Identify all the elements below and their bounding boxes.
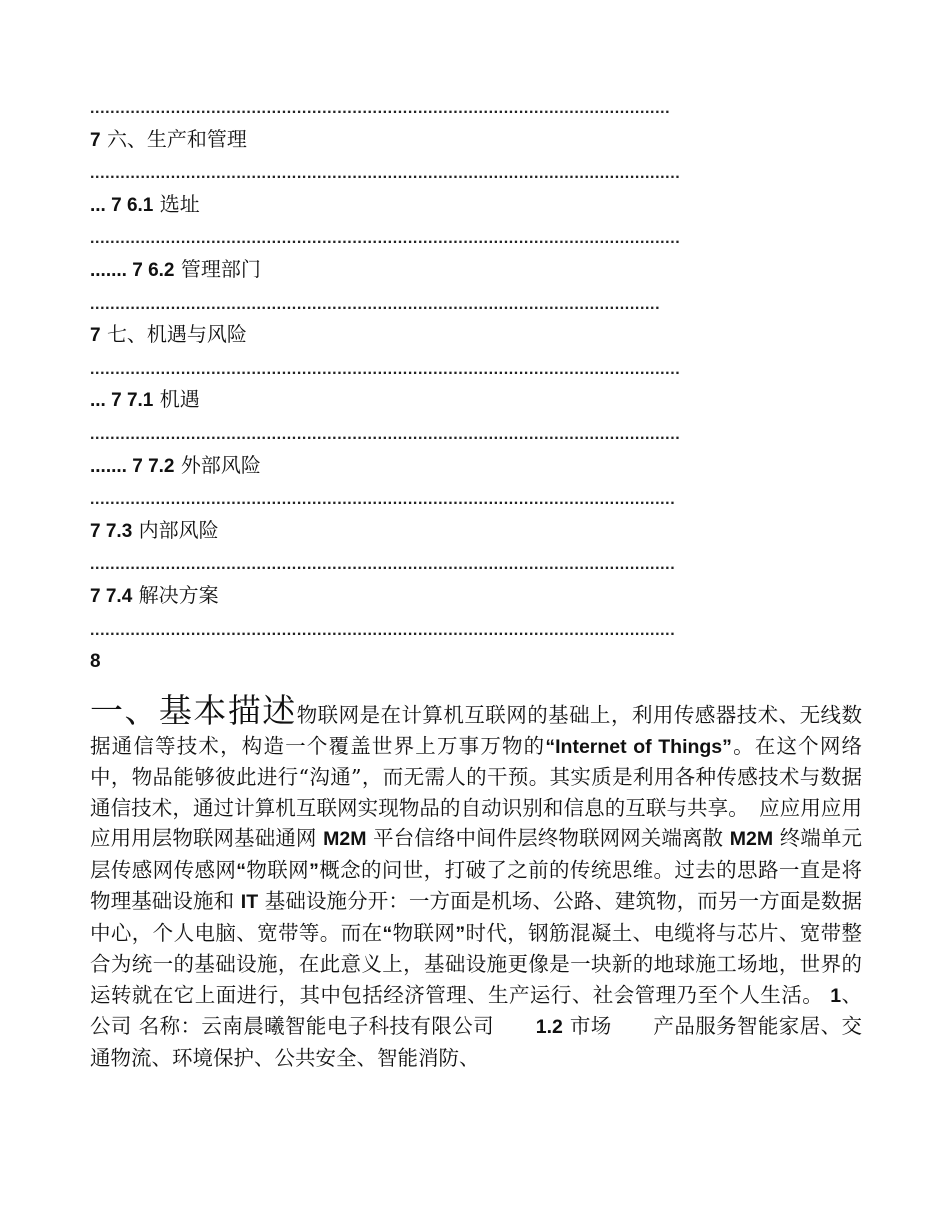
toc-entry-title: 七、机遇与风险 (106, 322, 247, 347)
toc-page-number: ... 7 6.1 (90, 194, 154, 216)
section-body (90, 691, 863, 1073)
paragraph-text: 基础设施分开：一方面是机场、公路、建筑物，而另一方面是数据中心，个人电脑、宽带等。而在 (90, 889, 862, 945)
latin-text: M2M (323, 828, 367, 850)
toc-page-number: 7 7.4 (90, 585, 133, 607)
toc-leader-dots (90, 351, 860, 384)
toc-entry (90, 579, 860, 612)
toc-entry (90, 253, 860, 286)
toc-entry (90, 644, 860, 677)
latin-text: “Internet of Things” (545, 735, 732, 758)
paragraph-text: 时代，钢筋混凝土、电缆将与芯片、宽带整合为统一的基础设施，在此意义上，基础设施更像是一块新的地球施工场地，世界的运转就在它上面进行，其中包括经济管理、生产运行、社会管理乃至个人生活。 (90, 920, 863, 1007)
leader-dots: ................................................................................................................. (90, 295, 661, 313)
toc-leader-dots (90, 220, 860, 253)
toc-page-number: ....... 7 7.2 (90, 455, 175, 477)
toc-entry (90, 514, 860, 547)
leader-dots: ..................................................................................................................... (90, 165, 681, 183)
leader-dots: ..................................................................................................................... (90, 230, 681, 248)
toc-entry-title: 机遇 (159, 387, 200, 412)
leader-dots: .................................................................................................................... (90, 491, 676, 509)
latin-text: “ (236, 859, 246, 882)
leader-dots: ................................................................................................................... (90, 100, 671, 117)
toc-page-number: 7 (90, 129, 101, 151)
paragraph-text: 物联网是在计算机互联网的基础上，利用传感器技术、无线数据通信等技术，构造一个覆盖世界上万事万物的 (90, 703, 862, 758)
toc-leader-dots (90, 481, 860, 514)
toc-entry (90, 383, 860, 416)
toc-entry (90, 318, 860, 351)
leader-dots: .................................................................................................................... (90, 556, 676, 574)
toc-entry-title: 管理部门 (180, 256, 261, 281)
paragraph-text: 市场 产品服务智能家居、交通物流、环境保护、公共安全、智能消防、 (90, 1014, 863, 1070)
leader-dots: ..................................................................................................................... (90, 360, 681, 378)
toc-entry-title: 六、生产和管理 (106, 126, 247, 151)
toc-leader-dots (90, 286, 860, 319)
toc-page-number: 7 7.3 (90, 520, 133, 542)
latin-text: ” (455, 922, 466, 945)
leader-dots: .................................................................................................................... (90, 621, 676, 639)
section-heading: 一、基本描述 (90, 691, 297, 730)
toc-page-number: 8 (90, 651, 101, 673)
toc-page-number: ... 7 7.1 (90, 390, 154, 412)
latin-text: M2M (729, 828, 774, 850)
toc-page-number: ....... 7 6.2 (90, 259, 175, 281)
latin-text: 1 (830, 984, 842, 1007)
toc-entry-title: 解决方案 (138, 582, 219, 607)
paragraph-text: 、公司 名称：云南晨曦智能电子科技有限公司 (90, 982, 863, 1038)
toc-entry-title: 外部风险 (180, 452, 261, 477)
paragraph-text: 终端单元层传感网传感网 (90, 826, 862, 882)
toc-leader-dots (90, 612, 860, 645)
toc-leader-dots (90, 90, 860, 123)
paragraph-text: 概念的问世，打破了之前的传统思维。过去的思路一直是将物理基础设施和 (90, 857, 863, 913)
toc-leader-dots (90, 546, 860, 579)
paragraph-text: 平台信络中间件层终物联网网关端离散 (366, 826, 730, 850)
paragraph-text: 。在这个网络中，物品能够彼此进行“沟通”，而无需人的干预。其实质是利用各种传感技术与数据通信技术，通过计算机互联网实现物品的自动识别和信息的互联与共享。 应应用应用应用用层物联网基础通网 (90, 733, 863, 850)
latin-text: 1.2 (535, 1016, 563, 1038)
latin-text: ” (309, 859, 319, 882)
toc-page-number: 7 (90, 325, 101, 347)
toc-leader-dots (90, 155, 860, 188)
toc-entry (90, 188, 860, 221)
table-of-contents (90, 90, 860, 677)
toc-entry (90, 449, 860, 482)
toc-entry-title: 内部风险 (138, 517, 219, 542)
toc-leader-dots (90, 416, 860, 449)
paragraph-text: 物联网 (392, 920, 456, 945)
leader-dots: ..................................................................................................................... (90, 425, 681, 443)
paragraph-text: 物联网 (246, 857, 310, 882)
latin-text: “ (382, 922, 393, 945)
latin-text: IT (240, 891, 259, 913)
toc-entry (90, 123, 860, 156)
toc-entry-title: 选址 (159, 191, 200, 216)
